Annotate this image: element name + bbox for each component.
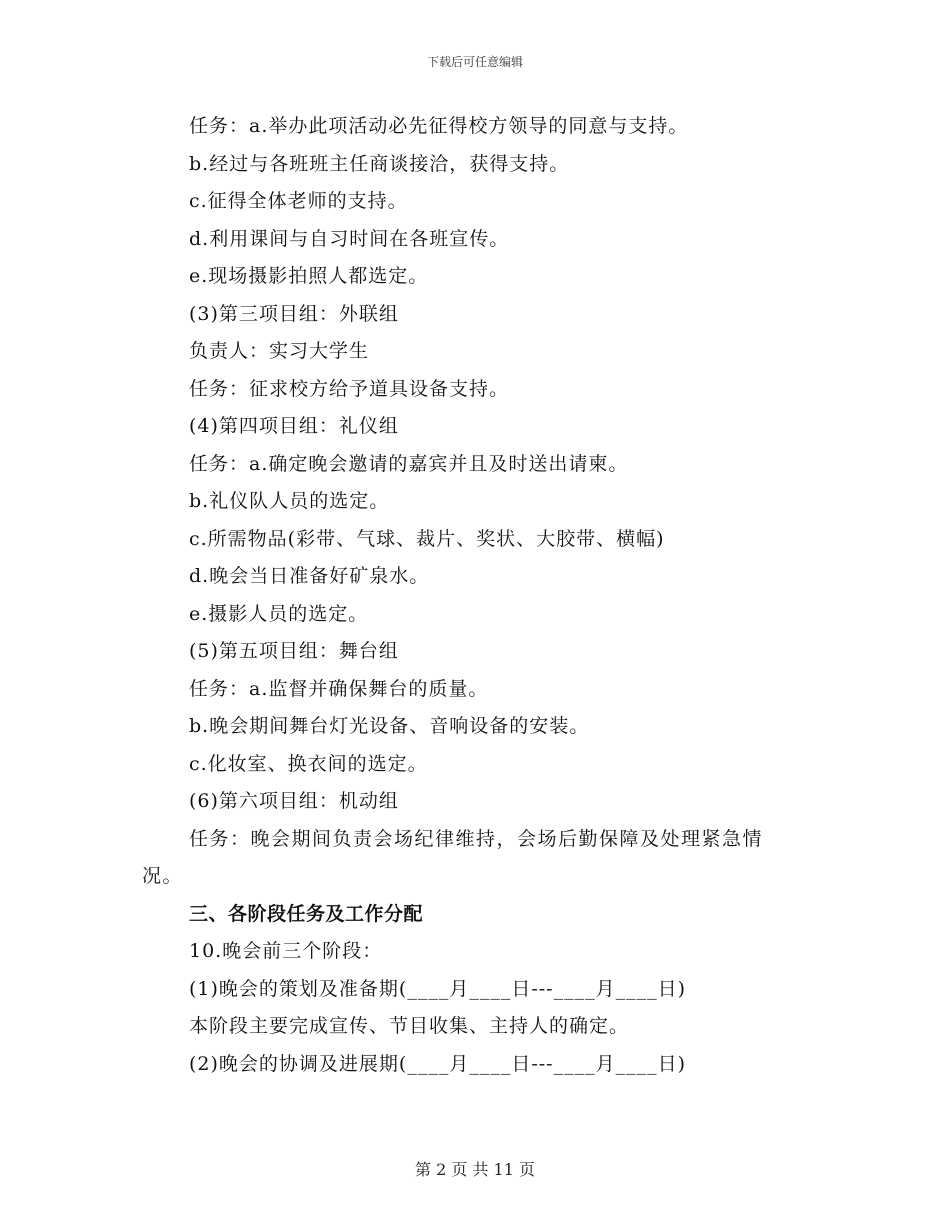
paragraph-line: 任务：征求校方给予道具设备支持。 — [189, 377, 510, 400]
paragraph-line: d.晚会当日准备好矿泉水。 — [189, 565, 430, 587]
document-body — [142, 108, 802, 1083]
paragraph-line: c.化妆室、换衣间的选定。 — [189, 752, 428, 775]
paragraph-line: b.经过与各班班主任商谈接洽，获得支持。 — [189, 152, 570, 175]
section-subheading: (6)第六项目组：机动组 — [189, 790, 399, 812]
paragraph-line: 任务：a.举办此项活动必先征得校方领导的同意与支持。 — [189, 115, 689, 137]
paragraph-line: b.礼仪队人员的选定。 — [189, 490, 390, 512]
phase-line: (1)晚会的策划及准备期(____月____日---____月____日) — [189, 977, 686, 1000]
page-header: 下载后可任意编辑 — [426, 55, 523, 69]
section-subheading: 10.晚会前三个阶段： — [189, 940, 383, 962]
paragraph-line: 任务：a.确定晚会邀请的嘉宾并且及时送出请柬。 — [189, 452, 629, 475]
phase-line: (2)晚会的协调及进展期(____月____日---____月____日) — [189, 1052, 686, 1075]
page-footer: 第 2 页 共 11 页 — [415, 1160, 535, 1179]
paragraph-line: 本阶段主要完成宣传、节目收集、主持人的确定。 — [189, 1015, 630, 1037]
paragraph-line: c.所需物品(彩带、气球、裁片、奖状、大胶带、横幅) — [189, 527, 665, 550]
section-subheading: (3)第三项目组：外联组 — [189, 302, 399, 325]
paragraph-line: d.利用课间与自习时间在各班宣传。 — [189, 227, 510, 250]
paragraph-line: 任务：a.监督并确保舞台的质量。 — [189, 677, 489, 700]
paragraph-line: e.现场摄影拍照人都选定。 — [189, 265, 429, 287]
paragraph-line: b.晚会期间舞台灯光设备、音响设备的安装。 — [189, 715, 590, 737]
paragraph-line: e.摄影人员的选定。 — [189, 602, 369, 625]
paragraph-line: 负责人：实习大学生 — [189, 340, 370, 362]
paragraph-wrapped: 任务：晚会期间负责会场纪律维持，会场后勤保障及处理紧急情况。 — [142, 827, 764, 887]
section-subheading: (4)第四项目组：礼仪组 — [189, 415, 399, 437]
section-subheading: (5)第五项目组：舞台组 — [189, 640, 399, 662]
paragraph-line: c.征得全体老师的支持。 — [189, 190, 408, 212]
section-heading: 三、各阶段任务及工作分配 — [189, 902, 424, 925]
